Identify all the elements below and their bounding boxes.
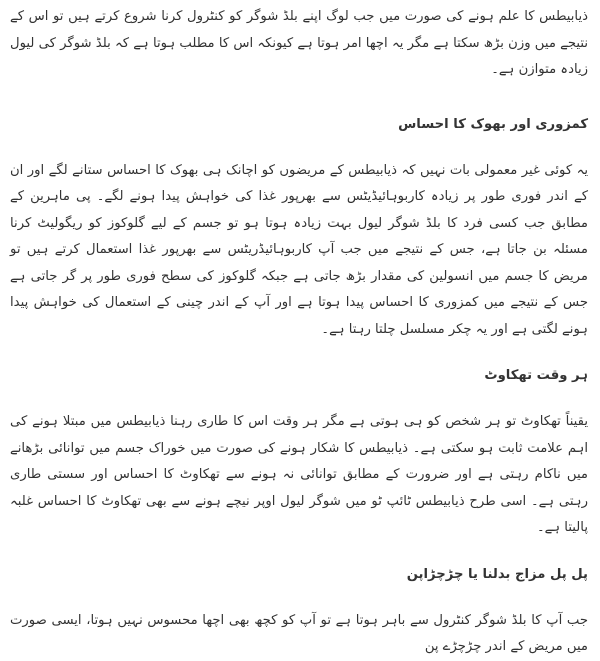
- section-heading-weakness-hunger: کمزوری اور بھوک کا احساس: [398, 116, 588, 132]
- article-paragraph: یقیناً تھکاوٹ تو ہر شخص کو ہی ہوتی ہے مگر ہر وقت اس کا طاری رہنا ذیابیطس میں مبتلا ہونے کی اہم علامت ثابت ہو سکتی ہے۔ ذیابیطس کا شکار ہونے کی صورت میں خوراک جسم میں توانائی بڑھانے میں ناکام رہتی ہے اور ضرورت کے مطابق توانائی نہ ہونے سے تھکاوٹ کا احساس اور سستی طاری رہتی ہے۔ اسی طرح ذیابیطس ٹائپ ٹو میں شوگر لیول اوپر نیچے ہونے سے بھی تھکاوٹ کا احساس غلبہ پالیتا ہے۔: [10, 414, 588, 535]
- article-paragraph: یہ کوئی غیر معمولی بات نہیں کہ ذیابیطس کے مریضوں کو اچانک ہی بھوک کا احساس ستانے لگے اور ان کے اندر فوری طور پر زیادہ کاربوہائیڈیٹس سے بھرپور غذا کی خواہش پیدا ہونے لگے۔ پی ماہرین کے مطابق جب کسی فرد کا بلڈ شوگر لیول بہت زیادہ ہوتا ہو تو جسم کے لیے گلوکوز کو ریگولیٹ کرنا مسئلہ بن جاتا ہے، جس کے نتیجے میں جب آپ کاربوہائیڈریٹس سے بھرپور غذا استعمال کرتے ہیں تو مریض کا جسم میں انسولین کی مقدار بڑھ جاتی ہے جبکہ گلوکوز کی سطح فوری طور پر گر جاتی ہے جس کے نتیجے میں کمزوری کا احساس پیدا ہوتا ہے اور آپ کے اندر چینی کے استعمال کی خواہش پیدا ہونے لگتی ہے اور یہ چکر مسلسل چلتا رہتا ہے۔: [10, 162, 588, 337]
- section-heading-fatigue: ہر وقت تھکاوٹ: [484, 368, 588, 383]
- section-heading-mood-swings: پل پل مزاج بدلنا یا چڑچڑاپن: [406, 566, 588, 582]
- article-paragraph: جب آپ کا بلڈ شوگر کنٹرول سے باہر ہوتا ہے تو آپ کو کچھ بھی اچھا محسوس نہیں ہوتا، ایسی صورت میں مریض کے اندر چڑچڑے پن: [10, 612, 588, 654]
- article-paragraph: ذیابیطس کا علم ہونے کی صورت میں جب لوگ اپنے بلڈ شوگر کو کنٹرول کرنا شروع کرتے ہیں تو اس کے نتیجے میں وزن بڑھ سکتا ہے مگر یہ اچھا امر ہوتا ہے کیونکہ اس کا مطلب ہوتا ہے کہ بلڈ شوگر کی لیول زیادہ متوازن ہے۔: [10, 9, 588, 77]
